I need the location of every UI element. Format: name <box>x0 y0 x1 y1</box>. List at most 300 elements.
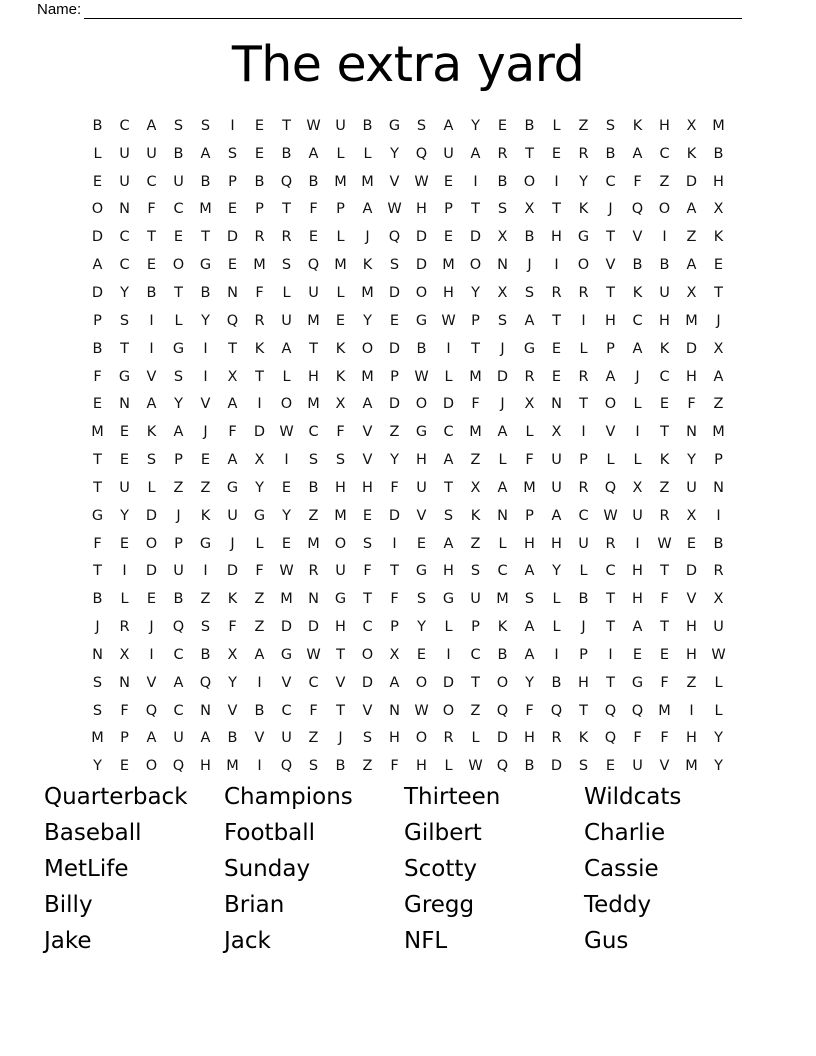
grid-cell[interactable]: D <box>226 563 239 580</box>
grid-cell[interactable]: H <box>416 201 427 218</box>
grid-cell[interactable]: T <box>471 340 480 357</box>
grid-cell[interactable]: T <box>363 591 372 608</box>
grid-cell[interactable]: I <box>689 702 694 719</box>
grid-cell[interactable]: A <box>200 145 211 162</box>
grid-cell[interactable]: B <box>524 117 535 134</box>
grid-cell[interactable]: L <box>525 424 534 441</box>
grid-cell[interactable]: T <box>174 284 183 301</box>
grid-cell[interactable]: A <box>524 619 535 636</box>
grid-cell[interactable]: K <box>470 507 481 524</box>
grid-cell[interactable]: X <box>389 646 400 663</box>
grid-cell[interactable]: K <box>686 145 697 162</box>
grid-cell[interactable]: T <box>93 479 102 496</box>
grid-cell[interactable]: T <box>444 479 453 496</box>
grid-cell[interactable]: E <box>119 535 130 552</box>
grid-cell[interactable]: P <box>255 201 264 218</box>
grid-cell[interactable]: J <box>500 340 505 357</box>
word-list-item[interactable]: Football <box>224 820 316 846</box>
grid-cell[interactable]: B <box>281 145 292 162</box>
grid-cell[interactable]: R <box>443 730 454 747</box>
grid-cell[interactable]: Q <box>172 619 185 636</box>
grid-cell[interactable]: H <box>389 730 400 747</box>
grid-cell[interactable]: X <box>470 479 481 496</box>
grid-cell[interactable]: C <box>173 201 184 218</box>
grid-cell[interactable]: T <box>471 201 480 218</box>
grid-cell[interactable]: V <box>362 702 373 719</box>
grid-cell[interactable]: C <box>146 173 157 190</box>
grid-cell[interactable]: T <box>336 646 345 663</box>
grid-cell[interactable]: Z <box>308 730 319 747</box>
grid-cell[interactable]: Q <box>280 173 293 190</box>
grid-cell[interactable]: J <box>203 424 208 441</box>
word-list-item[interactable]: Jack <box>224 928 271 954</box>
grid-cell[interactable]: I <box>149 340 154 357</box>
grid-cell[interactable]: D <box>91 284 104 301</box>
grid-cell[interactable]: J <box>365 229 370 246</box>
grid-cell[interactable]: D <box>415 229 428 246</box>
grid-cell[interactable]: U <box>335 117 346 134</box>
grid-cell[interactable]: B <box>200 284 211 301</box>
word-list-item[interactable]: NFL <box>404 928 448 954</box>
grid-cell[interactable]: E <box>281 479 292 496</box>
grid-cell[interactable]: P <box>390 368 399 385</box>
grid-cell[interactable]: B <box>551 674 562 691</box>
grid-cell[interactable]: R <box>254 312 265 329</box>
grid-cell[interactable]: B <box>632 257 643 274</box>
grid-cell[interactable]: C <box>443 424 454 441</box>
grid-cell[interactable]: Z <box>470 702 481 719</box>
grid-cell[interactable]: D <box>685 563 698 580</box>
grid-cell[interactable]: I <box>446 646 451 663</box>
grid-cell[interactable]: D <box>388 507 401 524</box>
grid-cell[interactable]: S <box>119 312 130 329</box>
grid-cell[interactable]: S <box>578 758 589 775</box>
grid-cell[interactable]: T <box>120 340 129 357</box>
grid-cell[interactable]: E <box>146 257 157 274</box>
grid-cell[interactable]: B <box>362 117 373 134</box>
grid-cell[interactable]: D <box>550 758 563 775</box>
grid-cell[interactable]: B <box>227 730 238 747</box>
grid-cell[interactable]: Z <box>200 591 211 608</box>
grid-cell[interactable]: S <box>362 730 373 747</box>
grid-cell[interactable]: A <box>146 396 157 413</box>
grid-cell[interactable]: L <box>471 730 480 747</box>
grid-cell[interactable]: S <box>173 117 184 134</box>
grid-cell[interactable]: F <box>93 368 102 385</box>
grid-cell[interactable]: W <box>279 424 294 441</box>
grid-cell[interactable]: X <box>254 452 265 469</box>
grid-cell[interactable]: Y <box>120 284 129 301</box>
grid-cell[interactable]: B <box>713 535 724 552</box>
grid-cell[interactable]: Y <box>228 674 237 691</box>
word-list-item[interactable]: Gus <box>584 928 629 954</box>
grid-cell[interactable]: Y <box>687 452 696 469</box>
grid-cell[interactable]: G <box>388 117 401 134</box>
grid-cell[interactable]: P <box>525 507 534 524</box>
grid-cell[interactable]: N <box>92 646 103 663</box>
grid-cell[interactable]: M <box>442 257 455 274</box>
grid-cell[interactable]: R <box>551 730 562 747</box>
grid-cell[interactable]: B <box>524 758 535 775</box>
grid-cell[interactable]: A <box>443 535 454 552</box>
grid-cell[interactable]: R <box>659 507 670 524</box>
grid-cell[interactable]: Y <box>93 758 102 775</box>
grid-cell[interactable]: M <box>685 312 698 329</box>
grid-cell[interactable]: A <box>227 452 238 469</box>
grid-cell[interactable]: U <box>146 145 157 162</box>
grid-cell[interactable]: I <box>635 535 640 552</box>
grid-cell[interactable]: R <box>497 145 508 162</box>
grid-cell[interactable]: Z <box>686 674 697 691</box>
grid-cell[interactable]: M <box>307 396 320 413</box>
grid-cell[interactable]: Y <box>714 730 723 747</box>
grid-cell[interactable]: Q <box>496 702 509 719</box>
grid-cell[interactable]: S <box>524 284 535 301</box>
grid-cell[interactable]: L <box>363 145 372 162</box>
grid-cell[interactable]: K <box>578 730 589 747</box>
grid-cell[interactable]: Z <box>659 173 670 190</box>
word-list-item[interactable]: Gilbert <box>404 820 482 846</box>
grid-cell[interactable]: L <box>633 396 642 413</box>
grid-cell[interactable]: X <box>713 591 724 608</box>
grid-cell[interactable]: Y <box>525 674 534 691</box>
grid-cell[interactable]: M <box>496 591 509 608</box>
grid-cell[interactable]: O <box>145 535 158 552</box>
grid-cell[interactable]: E <box>632 646 643 663</box>
grid-cell[interactable]: L <box>714 702 723 719</box>
grid-cell[interactable]: N <box>308 591 319 608</box>
word-list-item[interactable]: Cassie <box>584 856 659 882</box>
grid-cell[interactable]: O <box>334 535 347 552</box>
grid-cell[interactable]: N <box>713 479 724 496</box>
grid-cell[interactable]: U <box>119 173 130 190</box>
grid-cell[interactable]: F <box>471 396 480 413</box>
grid-cell[interactable]: Y <box>282 507 291 524</box>
grid-cell[interactable]: R <box>551 284 562 301</box>
grid-cell[interactable]: E <box>416 535 427 552</box>
grid-cell[interactable]: B <box>200 173 211 190</box>
grid-cell[interactable]: H <box>335 479 346 496</box>
grid-cell[interactable]: P <box>120 730 129 747</box>
grid-cell[interactable]: O <box>577 257 590 274</box>
grid-cell[interactable]: E <box>308 229 319 246</box>
grid-cell[interactable]: F <box>93 535 102 552</box>
grid-cell[interactable]: N <box>686 424 697 441</box>
grid-cell[interactable]: Z <box>173 479 184 496</box>
grid-cell[interactable]: M <box>253 257 266 274</box>
grid-cell[interactable]: C <box>281 702 292 719</box>
grid-cell[interactable]: H <box>524 535 535 552</box>
grid-cell[interactable]: L <box>714 674 723 691</box>
grid-cell[interactable]: D <box>91 229 104 246</box>
grid-cell[interactable]: O <box>361 646 374 663</box>
grid-cell[interactable]: W <box>603 507 618 524</box>
grid-cell[interactable]: B <box>308 479 319 496</box>
grid-cell[interactable]: B <box>524 229 535 246</box>
grid-cell[interactable]: E <box>659 646 670 663</box>
grid-cell[interactable]: C <box>659 368 670 385</box>
grid-cell[interactable]: T <box>606 674 615 691</box>
grid-cell[interactable]: A <box>146 730 157 747</box>
grid-cell[interactable]: H <box>524 730 535 747</box>
grid-cell[interactable]: W <box>306 117 321 134</box>
grid-cell[interactable]: E <box>497 117 508 134</box>
grid-cell[interactable]: G <box>199 535 212 552</box>
grid-cell[interactable]: C <box>632 312 643 329</box>
grid-cell[interactable]: Z <box>578 117 589 134</box>
grid-cell[interactable]: Q <box>604 702 617 719</box>
grid-cell[interactable]: I <box>392 535 397 552</box>
grid-cell[interactable]: T <box>606 619 615 636</box>
grid-cell[interactable]: Z <box>389 424 400 441</box>
grid-cell[interactable]: R <box>308 563 319 580</box>
grid-cell[interactable]: Q <box>604 479 617 496</box>
grid-cell[interactable]: F <box>255 284 264 301</box>
grid-cell[interactable]: I <box>203 340 208 357</box>
grid-cell[interactable]: D <box>388 396 401 413</box>
grid-cell[interactable]: J <box>500 396 505 413</box>
grid-cell[interactable]: U <box>119 145 130 162</box>
grid-cell[interactable]: D <box>442 396 455 413</box>
grid-cell[interactable]: N <box>200 702 211 719</box>
grid-cell[interactable]: S <box>92 674 103 691</box>
grid-cell[interactable]: Y <box>120 507 129 524</box>
grid-cell[interactable]: F <box>687 396 696 413</box>
grid-cell[interactable]: L <box>282 368 291 385</box>
grid-cell[interactable]: U <box>281 312 292 329</box>
grid-cell[interactable]: R <box>281 229 292 246</box>
grid-cell[interactable]: G <box>226 479 239 496</box>
grid-cell[interactable]: P <box>336 201 345 218</box>
grid-cell[interactable]: T <box>93 452 102 469</box>
grid-cell[interactable]: I <box>473 173 478 190</box>
grid-cell[interactable]: O <box>658 201 671 218</box>
grid-cell[interactable]: T <box>228 340 237 357</box>
grid-cell[interactable]: Q <box>604 730 617 747</box>
grid-cell[interactable]: V <box>200 396 211 413</box>
grid-cell[interactable]: C <box>173 646 184 663</box>
grid-cell[interactable]: F <box>633 173 642 190</box>
word-search-grid[interactable] <box>84 112 732 780</box>
grid-cell[interactable]: T <box>93 563 102 580</box>
grid-cell[interactable]: E <box>200 452 211 469</box>
grid-cell[interactable]: H <box>686 730 697 747</box>
grid-cell[interactable]: W <box>279 563 294 580</box>
grid-cell[interactable]: O <box>523 173 536 190</box>
grid-cell[interactable]: M <box>361 368 374 385</box>
grid-cell[interactable]: A <box>443 117 454 134</box>
grid-cell[interactable]: A <box>146 117 157 134</box>
grid-cell[interactable]: I <box>716 507 721 524</box>
word-list-item[interactable]: Gregg <box>404 892 475 918</box>
grid-cell[interactable]: H <box>335 619 346 636</box>
grid-cell[interactable]: A <box>227 396 238 413</box>
grid-cell[interactable]: A <box>470 145 481 162</box>
grid-cell[interactable]: B <box>254 173 265 190</box>
word-list-item[interactable]: Jake <box>44 928 92 954</box>
grid-cell[interactable]: C <box>497 563 508 580</box>
grid-cell[interactable]: P <box>174 452 183 469</box>
grid-cell[interactable]: U <box>713 619 724 636</box>
grid-cell[interactable]: Z <box>362 758 373 775</box>
word-list-item[interactable]: Brian <box>224 892 285 918</box>
grid-cell[interactable]: K <box>632 117 643 134</box>
grid-cell[interactable]: F <box>255 563 264 580</box>
grid-cell[interactable]: B <box>497 173 508 190</box>
grid-cell[interactable]: K <box>659 340 670 357</box>
grid-cell[interactable]: P <box>174 535 183 552</box>
grid-cell[interactable]: A <box>92 257 103 274</box>
grid-cell[interactable]: S <box>416 117 427 134</box>
grid-cell[interactable]: E <box>686 535 697 552</box>
grid-cell[interactable]: E <box>443 229 454 246</box>
grid-cell[interactable]: B <box>173 145 184 162</box>
grid-cell[interactable]: A <box>524 563 535 580</box>
grid-cell[interactable]: X <box>119 646 130 663</box>
grid-cell[interactable]: T <box>525 145 534 162</box>
grid-cell[interactable]: J <box>149 619 154 636</box>
grid-cell[interactable]: I <box>662 229 667 246</box>
grid-cell[interactable]: C <box>362 619 373 636</box>
grid-cell[interactable]: F <box>309 702 318 719</box>
grid-cell[interactable]: G <box>577 229 590 246</box>
grid-cell[interactable]: Y <box>579 173 588 190</box>
grid-cell[interactable]: Y <box>417 619 426 636</box>
grid-cell[interactable]: C <box>605 563 616 580</box>
grid-cell[interactable]: F <box>120 702 129 719</box>
word-list-item[interactable]: Billy <box>44 892 93 918</box>
grid-cell[interactable]: K <box>146 424 157 441</box>
grid-cell[interactable]: A <box>443 452 454 469</box>
grid-cell[interactable]: R <box>254 229 265 246</box>
grid-cell[interactable]: W <box>414 702 429 719</box>
grid-cell[interactable]: A <box>497 424 508 441</box>
grid-cell[interactable]: M <box>712 117 725 134</box>
grid-cell[interactable]: S <box>605 117 616 134</box>
grid-cell[interactable]: G <box>280 646 293 663</box>
grid-cell[interactable]: T <box>147 229 156 246</box>
grid-cell[interactable]: Q <box>307 257 320 274</box>
grid-cell[interactable]: S <box>281 257 292 274</box>
grid-cell[interactable]: K <box>335 368 346 385</box>
grid-cell[interactable]: M <box>712 424 725 441</box>
grid-cell[interactable]: K <box>335 340 346 357</box>
grid-cell[interactable]: U <box>470 591 481 608</box>
grid-cell[interactable]: U <box>443 145 454 162</box>
grid-cell[interactable]: Y <box>363 312 372 329</box>
grid-cell[interactable]: Y <box>174 396 183 413</box>
grid-cell[interactable]: Q <box>172 758 185 775</box>
grid-cell[interactable]: L <box>336 284 345 301</box>
grid-cell[interactable]: V <box>362 452 373 469</box>
grid-cell[interactable]: X <box>686 507 697 524</box>
grid-cell[interactable]: Q <box>415 145 428 162</box>
grid-cell[interactable]: G <box>631 674 644 691</box>
grid-cell[interactable]: D <box>685 173 698 190</box>
grid-cell[interactable]: R <box>578 145 589 162</box>
grid-cell[interactable]: M <box>361 173 374 190</box>
grid-cell[interactable]: X <box>713 201 724 218</box>
grid-cell[interactable]: E <box>119 424 130 441</box>
grid-cell[interactable]: L <box>633 452 642 469</box>
grid-cell[interactable]: W <box>306 646 321 663</box>
grid-cell[interactable]: A <box>632 619 643 636</box>
grid-cell[interactable]: U <box>551 479 562 496</box>
grid-cell[interactable]: H <box>632 591 643 608</box>
grid-cell[interactable]: Q <box>280 758 293 775</box>
grid-cell[interactable]: H <box>443 284 454 301</box>
grid-cell[interactable]: O <box>145 758 158 775</box>
grid-cell[interactable]: P <box>579 646 588 663</box>
grid-cell[interactable]: T <box>552 312 561 329</box>
grid-cell[interactable]: F <box>228 424 237 441</box>
grid-cell[interactable]: Y <box>390 145 399 162</box>
grid-cell[interactable]: V <box>389 173 400 190</box>
grid-cell[interactable]: E <box>389 312 400 329</box>
grid-cell[interactable]: O <box>172 257 185 274</box>
grid-cell[interactable]: V <box>605 424 616 441</box>
grid-cell[interactable]: S <box>443 507 454 524</box>
grid-cell[interactable]: P <box>390 619 399 636</box>
grid-cell[interactable]: I <box>284 452 289 469</box>
grid-cell[interactable]: U <box>632 758 643 775</box>
grid-cell[interactable]: F <box>660 730 669 747</box>
grid-cell[interactable]: U <box>308 284 319 301</box>
grid-cell[interactable]: H <box>659 117 670 134</box>
grid-cell[interactable]: G <box>118 368 131 385</box>
grid-cell[interactable]: A <box>362 201 373 218</box>
grid-cell[interactable]: D <box>469 229 482 246</box>
grid-cell[interactable]: L <box>336 229 345 246</box>
grid-cell[interactable]: I <box>203 563 208 580</box>
grid-cell[interactable]: Q <box>199 674 212 691</box>
grid-cell[interactable]: F <box>633 730 642 747</box>
grid-cell[interactable]: S <box>173 368 184 385</box>
grid-cell[interactable]: H <box>308 368 319 385</box>
grid-cell[interactable]: E <box>281 535 292 552</box>
grid-cell[interactable]: W <box>468 758 483 775</box>
grid-cell[interactable]: B <box>308 173 319 190</box>
grid-cell[interactable]: M <box>307 535 320 552</box>
grid-cell[interactable]: P <box>444 201 453 218</box>
grid-cell[interactable]: G <box>415 563 428 580</box>
grid-cell[interactable]: G <box>334 591 347 608</box>
grid-cell[interactable]: P <box>471 619 480 636</box>
grid-cell[interactable]: F <box>147 201 156 218</box>
grid-cell[interactable]: H <box>578 674 589 691</box>
grid-cell[interactable]: T <box>201 229 210 246</box>
grid-cell[interactable]: I <box>230 117 235 134</box>
grid-cell[interactable]: L <box>552 117 561 134</box>
grid-cell[interactable]: Z <box>659 479 670 496</box>
grid-cell[interactable]: S <box>524 591 535 608</box>
grid-cell[interactable]: R <box>578 479 589 496</box>
grid-cell[interactable]: D <box>415 257 428 274</box>
grid-cell[interactable]: Y <box>201 312 210 329</box>
grid-cell[interactable]: W <box>414 173 429 190</box>
grid-cell[interactable]: X <box>632 479 643 496</box>
grid-cell[interactable]: Q <box>145 702 158 719</box>
grid-cell[interactable]: B <box>92 591 103 608</box>
grid-cell[interactable]: X <box>524 201 535 218</box>
grid-cell[interactable]: L <box>282 284 291 301</box>
grid-cell[interactable]: M <box>199 201 212 218</box>
grid-cell[interactable]: Z <box>713 396 724 413</box>
grid-cell[interactable]: T <box>309 340 318 357</box>
grid-cell[interactable]: F <box>660 591 669 608</box>
grid-cell[interactable]: D <box>253 424 266 441</box>
grid-cell[interactable]: L <box>255 535 264 552</box>
